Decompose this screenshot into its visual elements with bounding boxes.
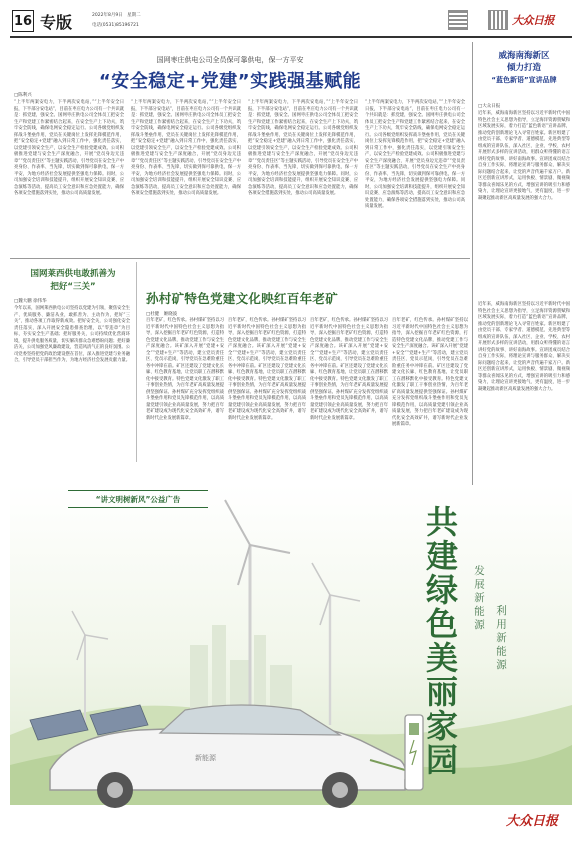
editor-contact: 电话(0531)85196721: [92, 23, 139, 28]
lead-column-1: “上半年两案安电力，下半两次安电站，”“上半年安全日报，下半部分安电站”，目前在枣庄电力公司有一个共识就是：抓党建，强安全。国网枣庄供电公司全体员工把安全生产和党建工作紧密结合起来，在安全生产上下功夫，筑牢安全防线，确保电网安全稳定运行。公司各级党组织发挥战斗堡垒作用，党员在关键岗位上发挥先锋模范作用，把“安全稳定+党建”融入到日常工作中，强化责任落实，以党建引领安全生产，以安全生产检验党建成效。公司积极推进党建与安全生产深度融合，开展“党员身边无违章”“党员责任区”等主题实践活动，引导党员在安全生产中亮身份、作表率、当先锋，切实做到保可靠供电，保一方平安，为地方经济社会发展提供坚强电力保障。同时，公司加强安全培训和技能提升，组织开展安全知识竞赛、应急演练等活动，提高员工安全意识和应急处置能力，确保各项安全措施落到实处，推动公司高质量发展。: [14, 100, 124, 196]
story-divider: [136, 262, 137, 462]
story3-column-4: 百年老矿，红色传承。孙村煤矿坚持以习近平新时代中国特色社会主义思想为指导，深入挖掘百年老矿红色资源，打造特色党建文化品牌，推动党建工作与安全生产深度融合。该矿深入开展“党建+安全”“党建+生产”等活动，建立党员责任区、党员示范岗，引导党员在急难险重任务中冲锋在前。矿区还建设了党建文化长廊、红色教育基地，让党员职工在潜移默化中接受教育。特色党建文化激发了职工干事创业热情，为百年老矿高质量发展提供坚强保证。孙村煤矿充分发挥党组织战斗堡垒作用和党员先锋模范作用，以高质量党建引领企业高质量发展，努力把百年老矿建设成为现代化安全高效矿井，谱写新时代企业发展新篇章。: [392, 318, 468, 427]
page-number: 16: [13, 13, 33, 29]
ad-label-banner: [68, 490, 208, 508]
lead-bottom-rule: [10, 258, 470, 259]
sidebar-title-line-2: 倾力打造: [506, 63, 541, 73]
lead-kicker: 国网枣庄供电公司全员保可靠供电，保一方平安: [156, 56, 304, 64]
sidebar-title: [476, 50, 572, 86]
qr-code-icon: [488, 10, 508, 30]
story2-headline: [14, 268, 132, 294]
ad-illustration: [10, 485, 572, 805]
sidebar-title-line-1: 威海南海新区: [498, 51, 550, 61]
car-label: 新能源: [195, 754, 216, 762]
footer-logo: 大众日报: [506, 814, 559, 829]
header-rule: [10, 36, 572, 38]
story2-body: 今年以来，国网莱西供电公司坚持以党建为引领，聚焦安全生产、优质服务、廉洁从业，敢抓善为、主动作为，把好“三关”，推动各项工作取得新成效。把好安全关，公司强化安全责任落实，深入开展安全隐患排查治理，以“零违章”为目标，夯实安全生产基础；把好服务关，公司持续优化营商环境，提升供电服务质量，切实解决群众急难愁盼问题；把好廉洁关，公司加强党风廉政建设，营造风清气正的良好氛围。公司党委坚持把党的政治建设摆在首位，深入推进党建与业务融合，引导党员干部担当作为，为地方经济社会发展贡献力量。: [14, 306, 131, 363]
ad-panel: [10, 485, 572, 805]
story3-column-3: 百年老矿，红色传承。孙村煤矿坚持以习近平新时代中国特色社会主义思想为指导，深入挖掘百年老矿红色资源，打造特色党建文化品牌，推动党建工作与安全生产深度融合。该矿深入开展“党建+安全”“党建+生产”等活动，建立党员责任区、党员示范岗，引导党员在急难险重任务中冲锋在前。矿区还建设了党建文化长廊、红色教育基地，让党员职工在潜移默化中接受教育。特色党建文化激发了职工干事创业热情，为百年老矿高质量发展提供坚强保证。孙村煤矿充分发挥党组织战斗堡垒作用和党员先锋模范作用，以高质量党建引领企业高质量发展，努力把百年老矿建设成为现代化安全高效矿井，谱写新时代企业发展新篇章。: [310, 318, 388, 421]
lead-column-2: “上半年两案安电力，下半两次安电站，”“上半年安全日报，下半部分安电站”，目前在枣庄电力公司有一个共识就是：抓党建，强安全。国网枣庄供电公司全体员工把安全生产和党建工作紧密结合起来，在安全生产上下功夫，筑牢安全防线，确保电网安全稳定运行。公司各级党组织发挥战斗堡垒作用，党员在关键岗位上发挥先锋模范作用，把“安全稳定+党建”融入到日常工作中，强化责任落实，以党建引领安全生产，以安全生产检验党建成效。公司积极推进党建与安全生产深度融合，开展“党员身边无违章”“党员责任区”等主题实践活动，引导党员在安全生产中亮身份、作表率、当先锋，切实做到保可靠供电，保一方平安，为地方经济社会发展提供坚强电力保障。同时，公司加强安全培训和技能提升，组织开展安全知识竞赛、应急演练等活动，提高员工安全意识和应急处置能力，确保各项安全措施落到实处，推动公司高质量发展。: [131, 100, 241, 196]
page-number-box: [12, 10, 34, 32]
story2-headline-line-1: 国网莱西供电敢抓善为: [30, 269, 116, 279]
story2-byline: □魏大鹏 徐伟华: [14, 299, 47, 304]
lead-column-4: “上半年两案安电力，下半两次安电站，”“上半年安全日报，下半部分安电站”，目前在枣庄电力公司有一个共识就是：抓党建，强安全。国网枣庄供电公司全体员工把安全生产和党建工作紧密结合起来，在安全生产上下功夫，筑牢安全防线，确保电网安全稳定运行。公司各级党组织发挥战斗堡垒作用，党员在关键岗位上发挥先锋模范作用，把“安全稳定+党建”融入到日常工作中，强化责任落实，以党建引领安全生产，以安全生产检验党建成效。公司积极推进党建与安全生产深度融合，开展“党员身边无违章”“党员责任区”等主题实践活动，引导党员在安全生产中亮身份、作表率、当先锋，切实做到保可靠供电，保一方平安，为地方经济社会发展提供坚强电力保障。同时，公司加强安全培训和技能提升，组织开展安全知识竞赛、应急演练等活动，提高员工安全意识和应急处置能力，确保各项安全措施落到实处，推动公司高质量发展。: [365, 100, 465, 209]
lead-byline: □陈利兴: [14, 93, 32, 98]
story3-column-1: 百年老矿，红色传承。孙村煤矿坚持以习近平新时代中国特色社会主义思想为指导，深入挖掘百年老矿红色资源，打造特色党建文化品牌，推动党建工作与安全生产深度融合。该矿深入开展“党建+安全”“党建+生产”等活动，建立党员责任区、党员示范岗，引导党员在急难险重任务中冲锋在前。矿区还建设了党建文化长廊、红色教育基地，让党员职工在潜移默化中接受教育。特色党建文化激发了职工干事创业热情，为百年老矿高质量发展提供坚强保证。孙村煤矿充分发挥党组织战斗堡垒作用和党员先锋模范作用，以高质量党建引领企业高质量发展，努力把百年老矿建设成为现代化安全高效矿井，谱写新时代企业发展新篇章。: [146, 318, 224, 421]
lead-headline: “安全稳定+党建”实践强基赋能: [98, 71, 362, 92]
section-title: 专版: [40, 13, 73, 32]
ad-subtag-1: 发展新能源: [473, 565, 485, 633]
ad-label: “讲文明树新风”公益广告: [95, 494, 181, 504]
issue-date: 2022年8月9日 星期二: [92, 13, 141, 18]
sidebar-byline: □大众日报: [478, 104, 501, 109]
story3-headline: 孙村矿特色党建文化映红百年老矿: [146, 291, 339, 306]
ad-tagline: 共建绿色美丽家园: [421, 505, 459, 777]
story2-headline-line-2: 把好“三关”: [50, 282, 96, 292]
ad-subtag-2: 利用新能源: [495, 605, 507, 673]
sidebar-body-1: 近年来，威海南海新区坚持以习近平新时代中国特色社会主义思想为指导，立足海洋资源禀赋和区域发展实际，着力打造“蓝色新语”宣讲品牌，推动党的创新理论飞入寻常百姓家。新区组建了由党员干部、专家学者、道德模范、先进典型等组成的宣讲队伍，深入社区、企业、学校、农村开展形式多样的宣讲活动，用群众听得懂的语言讲好党的故事、讲好南海故事。宣讲团成员结合自身工作实际，将理论宣讲与服务群众、解决实际问题结合起来，让党的声音传遍千家万户。新区还创新宣讲形式，运用快板、情景剧、微视频等群众喜闻乐见的方式，增强宣讲的吸引力和感染力，让理论宣讲更接地气、更有温度，进一步凝聚起推动新区高质量发展的强大合力。: [478, 111, 570, 201]
story3-column-2: 百年老矿，红色传承。孙村煤矿坚持以习近平新时代中国特色社会主义思想为指导，深入挖掘百年老矿红色资源，打造特色党建文化品牌，推动党建工作与安全生产深度融合。该矿深入开展“党建+安全”“党建+生产”等活动，建立党员责任区、党员示范岗，引导党员在急难险重任务中冲锋在前。矿区还建设了党建文化长廊、红色教育基地，让党员职工在潜移默化中接受教育。特色党建文化激发了职工干事创业热情，为百年老矿高质量发展提供坚强保证。孙村煤矿充分发挥党组织战斗堡垒作用和党员先锋模范作用，以高质量党建引领企业高质量发展，努力把百年老矿建设成为现代化安全高效矿井，谱写新时代企业发展新篇章。: [228, 318, 306, 421]
qr-code-icon: [448, 10, 468, 30]
sidebar-body-2: 近年来，威海南海新区坚持以习近平新时代中国特色社会主义思想为指导，立足海洋资源禀赋和区域发展实际，着力打造“蓝色新语”宣讲品牌，推动党的创新理论飞入寻常百姓家。新区组建了由党员干部、专家学者、道德模范、先进典型等组成的宣讲队伍，深入社区、企业、学校、农村开展形式多样的宣讲活动，用群众听得懂的语言讲好党的故事、讲好南海故事。宣讲团成员结合自身工作实际，将理论宣讲与服务群众、解决实际问题结合起来，让党的声音传遍千家万户。新区还创新宣讲形式，运用快板、情景剧、微视频等群众喜闻乐见的方式，增强宣讲的吸引力和感染力，让理论宣讲更接地气、更有温度，进一步凝聚起推动新区高质量发展的强大合力。: [478, 302, 570, 392]
sidebar-title-line-3: “蓝色新语”宣讲品牌: [491, 76, 557, 84]
story3-byline: □杜健 姬晓波: [146, 312, 178, 317]
lead-column-3: “上半年两案安电力，下半两次安电站，”“上半年安全日报，下半部分安电站”，目前在枣庄电力公司有一个共识就是：抓党建，强安全。国网枣庄供电公司全体员工把安全生产和党建工作紧密结合起来，在安全生产上下功夫，筑牢安全防线，确保电网安全稳定运行。公司各级党组织发挥战斗堡垒作用，党员在关键岗位上发挥先锋模范作用，把“安全稳定+党建”融入到日常工作中，强化责任落实，以党建引领安全生产，以安全生产检验党建成效。公司积极推进党建与安全生产深度融合，开展“党员身边无违章”“党员责任区”等主题实践活动，引导党员在安全生产中亮身份、作表率、当先锋，切实做到保可靠供电，保一方平安，为地方经济社会发展提供坚强电力保障。同时，公司加强安全培训和技能提升，组织开展安全知识竞赛、应急演练等活动，提高员工安全意识和应急处置能力，确保各项安全措施落到实处，推动公司高质量发展。: [248, 100, 358, 196]
masthead-logo: 大众日报: [512, 14, 554, 27]
